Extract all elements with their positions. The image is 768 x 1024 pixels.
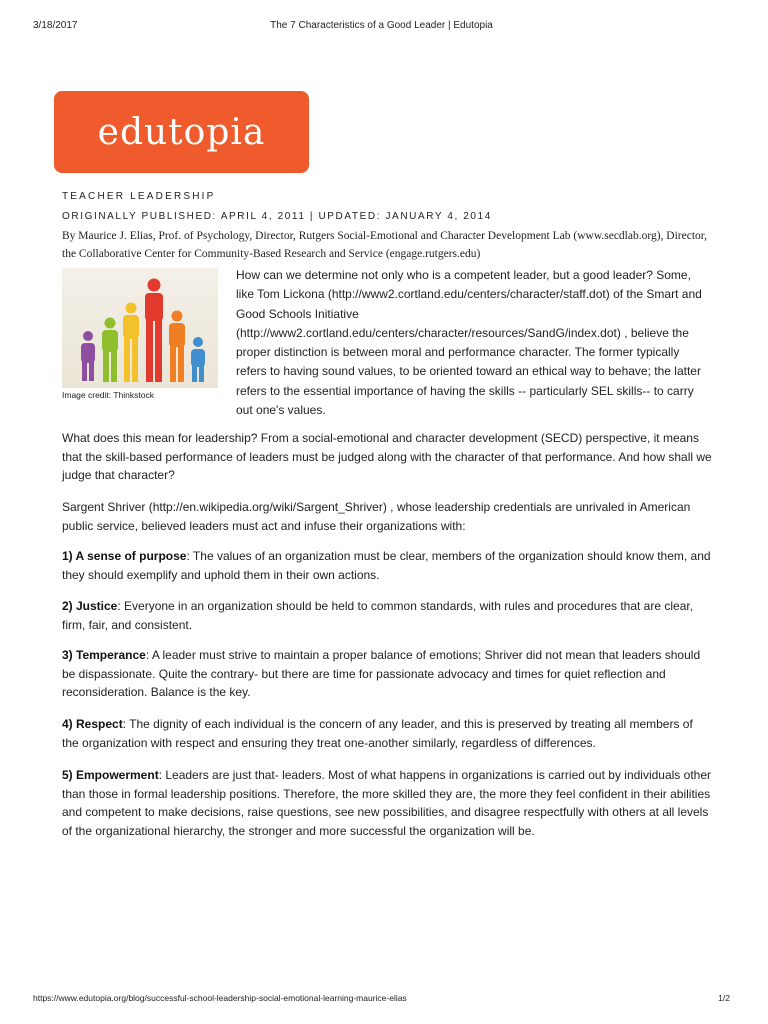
blue-figure-icon [191, 337, 205, 382]
yellow-figure-icon [123, 303, 139, 383]
trait-description: : Leaders are just that- leaders. Most of what happens in organizations is carried out by individuals other than those in formal leadership positions. Therefore, the more skilled they are, the more they feel confident in their abilities and competent to make decisions, raise questions, see new possibilities, and disagree respectfully with others at all levels of the organizational hierarchy, the stronger and more successful the organization will be. [62, 768, 711, 838]
trait-label: 2) Justice [62, 599, 118, 613]
red-figure-icon [145, 279, 163, 383]
trait-label: 3) Temperance [62, 648, 146, 662]
edutopia-logo[interactable] [54, 91, 309, 173]
trait-purpose [62, 547, 712, 584]
print-url: https://www.edutopia.org/blog/successful-school-leadership-social-emotional-learning-maurice-elias [33, 993, 407, 1003]
trait-description: : Everyone in an organization should be held to common standards, with rules and procedures that are clear, firm, fair, and consistent. [62, 599, 694, 632]
paragraph-leadership-meaning: What does this mean for leadership? From a social-emotional and character development (SECD) perspective, it means that the skill-based performance of leaders must be judged along with the character of that performance. And how shall we judge that character? [62, 431, 712, 482]
paragraph-sargent-shriver: Sargent Shriver (http://en.wikipedia.org/wiki/Sargent_Shriver) , whose leadership credentials are unrivaled in American public service, believed leaders must act and infuse their organizations with: [62, 500, 691, 533]
logo-text: edutopia [97, 111, 266, 153]
leadership-figures-illustration [62, 268, 218, 388]
trait-description: : The dignity of each individual is the concern of any leader, and this is preserved by treating all members of the organization with respect and ensuring they treat one-another similarly, regardless of differences. [62, 717, 693, 750]
trait-label: 4) Respect [62, 717, 123, 731]
trait-respect [62, 715, 712, 752]
article-image [62, 268, 218, 388]
article-byline: By Maurice J. Elias, Prof. of Psychology, Director, Rutgers Social-Emotional and Character Development Lab (www.secdlab.org), Director, the Collaborative Center for Community-Based Research and Service (engage.rutgers.edu) [62, 230, 708, 260]
trait-label: 5) Empowerment [62, 768, 159, 782]
trait-empowerment [62, 766, 712, 840]
trait-description: : The values of an organization must be clear, members of the organization should know them, and they should exemplify and uphold them in their own actions. [62, 549, 711, 582]
purple-figure-icon [81, 331, 95, 381]
trait-justice [62, 597, 712, 634]
trait-temperance [62, 646, 712, 702]
print-page-title: The 7 Characteristics of a Good Leader | Edutopia [270, 20, 493, 31]
green-figure-icon [102, 318, 118, 383]
image-caption: Image credit: Thinkstock [62, 390, 154, 400]
trait-label: 1) A sense of purpose [62, 549, 187, 563]
orange-figure-icon [169, 311, 185, 383]
print-header [33, 20, 730, 34]
article-category[interactable]: TEACHER LEADERSHIP [62, 191, 216, 202]
print-date: 3/18/2017 [33, 20, 78, 31]
page-number: 1/2 [718, 993, 730, 1003]
intro-paragraph: How can we determine not only who is a competent leader, but a good leader? Some, like Tom Lickona (http://www2.cortland.edu/centers/character/staff.dot) of the Smart and Good Schools Initiative (http://www2.cortland.edu/centers/character/resources/SandG/index.dot) , believe the proper distinction is between moral and performance character. The former typically refers to having sound values, to be oriented toward an ethical way to behave; the latter refers to the essential importance of having the skills -- particularly SEL skills-- to carry out one's values. [236, 268, 702, 418]
trait-description: : A leader must strive to maintain a proper balance of emotions; Shriver did not mean that leaders should be dispassionate. Quite the contrary- but there are time for passionate advocacy and times for quiet reflection and reconsideration. Balance is the key. [62, 648, 701, 699]
article-dates: ORIGINALLY PUBLISHED: APRIL 4, 2011 | UPDATED: JANUARY 4, 2014 [62, 211, 492, 222]
